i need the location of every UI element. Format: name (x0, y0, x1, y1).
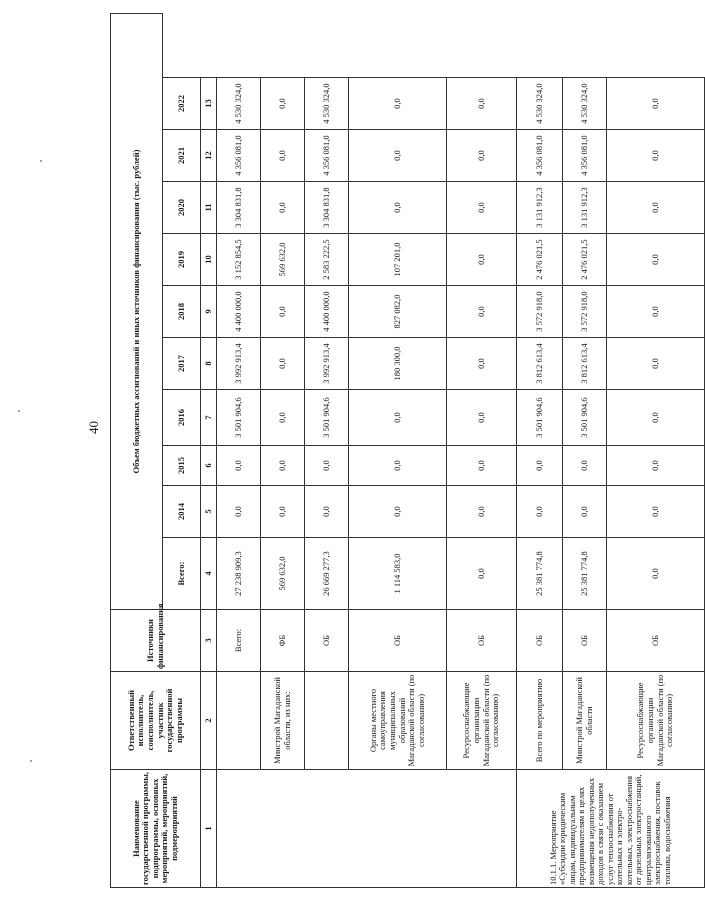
value-cell: 827 082,0 (349, 286, 447, 338)
value-cell: 3 501 904,6 (217, 390, 261, 446)
value-cell: 4 530 324,0 (305, 78, 349, 130)
value-cell: 3 501 904,6 (305, 390, 349, 446)
value-cell: 3 572 918,0 (563, 286, 607, 338)
header-year: 2016 (163, 390, 201, 446)
value-cell: 0,0 (305, 446, 349, 486)
value-cell: 0,0 (447, 338, 517, 390)
name-cell: 10.1.1. Мероприятие «Субсидии юридическим лицам, индивидуальным предпринимателям в целях возмещения недополученных доходов в связи с оказанием услуг теплоснабжения от котельных и электро-котельных, электроснабжения от дизельных электростанций, централизованного электроснабжения, поставок топлива, водоснабжения (517, 770, 705, 888)
source-cell: Всего: (217, 610, 261, 672)
value-cell: 0,0 (305, 486, 349, 538)
index-cell: 6 (201, 446, 217, 486)
value-cell: 3 131 912,3 (517, 182, 563, 234)
source-cell: ОБ (517, 610, 563, 672)
responsible-cell: Минстрой Магаданской области (563, 672, 607, 770)
table-row (349, 13, 447, 887)
value-cell: 25 381 774,8 (517, 538, 563, 610)
index-cell: 3 (201, 610, 217, 672)
source-cell: ОБ (447, 610, 517, 672)
value-cell: 3 131 912,3 (563, 182, 607, 234)
value-cell: 0,0 (261, 130, 305, 182)
value-cell: 0,0 (447, 78, 517, 130)
value-cell: 0,0 (261, 486, 305, 538)
source-cell: ОБ (305, 610, 349, 672)
value-cell: 0,0 (217, 446, 261, 486)
value-cell: 4 400 000,0 (305, 286, 349, 338)
value-cell: 0,0 (261, 390, 305, 446)
index-cell: 10 (201, 234, 217, 286)
header-year: 2014 (163, 486, 201, 538)
value-cell: 0,0 (607, 286, 705, 338)
value-cell: 4 530 324,0 (517, 78, 563, 130)
responsible-cell: Ресурсоснабжающие организации Магаданской области (по согласованию) (447, 672, 517, 770)
header-year: 2022 (163, 78, 201, 130)
responsible-cell: Ресурсоснабжающие организации Магаданской области (по согласованию) (607, 672, 705, 770)
source-cell: ОБ (563, 610, 607, 672)
name-cell (217, 770, 517, 888)
value-cell: 1 114 583,0 (349, 538, 447, 610)
table-row (517, 13, 563, 887)
value-cell: 4 356 081,0 (217, 130, 261, 182)
index-cell: 5 (201, 486, 217, 538)
value-cell: 0,0 (517, 446, 563, 486)
scan-speck (40, 160, 42, 162)
table-row (447, 13, 517, 887)
header-responsible: Ответственный исполнитель, соисполнитель, участник государственной программы (111, 672, 201, 770)
value-cell: 3 992 913,4 (305, 338, 349, 390)
header-total: Всего: (163, 538, 201, 610)
value-cell: 107 201,0 (349, 234, 447, 286)
value-cell: 4 530 324,0 (563, 78, 607, 130)
index-cell: 12 (201, 130, 217, 182)
scan-speck (30, 760, 32, 762)
value-cell: 0,0 (349, 182, 447, 234)
value-cell: 3 152 854,5 (217, 234, 261, 286)
value-cell: 0,0 (447, 390, 517, 446)
value-cell: 0,0 (349, 446, 447, 486)
value-cell: 3 501 904,6 (563, 390, 607, 446)
value-cell: 4 356 081,0 (305, 130, 349, 182)
value-cell: 0,0 (607, 130, 705, 182)
value-cell: 3 501 904,6 (517, 390, 563, 446)
value-cell: 3 304 831,8 (217, 182, 261, 234)
value-cell: 0,0 (607, 338, 705, 390)
value-cell: 3 304 831,8 (305, 182, 349, 234)
index-cell: 4 (201, 538, 217, 610)
index-cell: 2 (201, 672, 217, 770)
value-cell: 2 583 222,5 (305, 234, 349, 286)
value-cell: 4 400 000,0 (217, 286, 261, 338)
value-cell: 0,0 (607, 234, 705, 286)
value-cell: 0,0 (563, 486, 607, 538)
value-cell: 0,0 (261, 286, 305, 338)
scan-speck (18, 410, 20, 412)
value-cell: 2 476 021,5 (563, 234, 607, 286)
value-cell: 0,0 (261, 338, 305, 390)
table-row (607, 13, 705, 887)
responsible-cell (305, 672, 349, 770)
table-row (217, 13, 261, 887)
value-cell: 27 238 909,3 (217, 538, 261, 610)
value-cell: 3 812 613,4 (517, 338, 563, 390)
table-row (305, 13, 349, 887)
value-cell: 25 381 774,8 (563, 538, 607, 610)
value-cell: 3 572 918,0 (517, 286, 563, 338)
index-cell: 8 (201, 338, 217, 390)
value-cell: 0,0 (349, 78, 447, 130)
value-cell: 0,0 (447, 130, 517, 182)
responsible-cell: Органы местного самоуправления муниципальных образований Магаданской области (по согласованию) (349, 672, 447, 770)
value-cell: 0,0 (563, 446, 607, 486)
value-cell: 0,0 (447, 286, 517, 338)
header-year: 2020 (163, 182, 201, 234)
value-cell: 0,0 (607, 486, 705, 538)
index-cell: 13 (201, 78, 217, 130)
index-cell: 11 (201, 182, 217, 234)
header-year: 2019 (163, 234, 201, 286)
responsible-cell: Всего по мероприятию (517, 672, 563, 770)
index-cell: 1 (201, 770, 217, 888)
value-cell: 0,0 (261, 182, 305, 234)
header-volume: Объем бюджетных ассигнований и иных источников финансирования (тыс. рублей) (111, 13, 163, 609)
value-cell: 26 669 277,3 (305, 538, 349, 610)
value-cell: 0,0 (607, 78, 705, 130)
value-cell: 0,0 (517, 486, 563, 538)
value-cell: 0,0 (607, 182, 705, 234)
header-year: 2017 (163, 338, 201, 390)
value-cell: 569 632,0 (261, 234, 305, 286)
responsible-cell: Минстрой Магаданской области, из них: (261, 672, 305, 770)
value-cell: 3 812 613,4 (563, 338, 607, 390)
value-cell: 0,0 (447, 234, 517, 286)
value-cell: 569 632,0 (261, 538, 305, 610)
value-cell: 180 300,0 (349, 338, 447, 390)
value-cell: 0,0 (607, 538, 705, 610)
value-cell: 4 356 081,0 (517, 130, 563, 182)
rotated-page (10, 0, 675, 900)
value-cell: 0,0 (607, 390, 705, 446)
header-year: 2015 (163, 446, 201, 486)
page-number: 40 (86, 421, 101, 434)
source-cell: ОБ (607, 610, 705, 672)
value-cell: 4 530 324,0 (217, 78, 261, 130)
value-cell: 2 476 021,5 (517, 234, 563, 286)
value-cell: 0,0 (261, 78, 305, 130)
header-year: 2021 (163, 130, 201, 182)
value-cell: 0,0 (349, 130, 447, 182)
value-cell: 0,0 (447, 486, 517, 538)
value-cell: 4 356 081,0 (563, 130, 607, 182)
value-cell: 0,0 (447, 538, 517, 610)
value-cell: 3 992 913,4 (217, 338, 261, 390)
value-cell: 0,0 (217, 486, 261, 538)
value-cell: 0,0 (349, 390, 447, 446)
table-row (261, 13, 305, 887)
table-row (563, 13, 607, 887)
value-cell: 0,0 (447, 182, 517, 234)
financing-table (110, 13, 705, 888)
source-cell: ФБ (261, 610, 305, 672)
index-cell: 7 (201, 390, 217, 446)
value-cell: 0,0 (261, 446, 305, 486)
value-cell: 0,0 (607, 446, 705, 486)
source-cell: ОБ (349, 610, 447, 672)
value-cell: 0,0 (447, 446, 517, 486)
header-name: Наименование государственной программы, подпрограммы, основных мероприятий, мероприятий, подмероприятий (111, 770, 201, 888)
index-cell: 9 (201, 286, 217, 338)
responsible-cell (217, 672, 261, 770)
value-cell: 0,0 (349, 486, 447, 538)
header-year: 2018 (163, 286, 201, 338)
header-source: Источники финансирования (111, 610, 201, 672)
